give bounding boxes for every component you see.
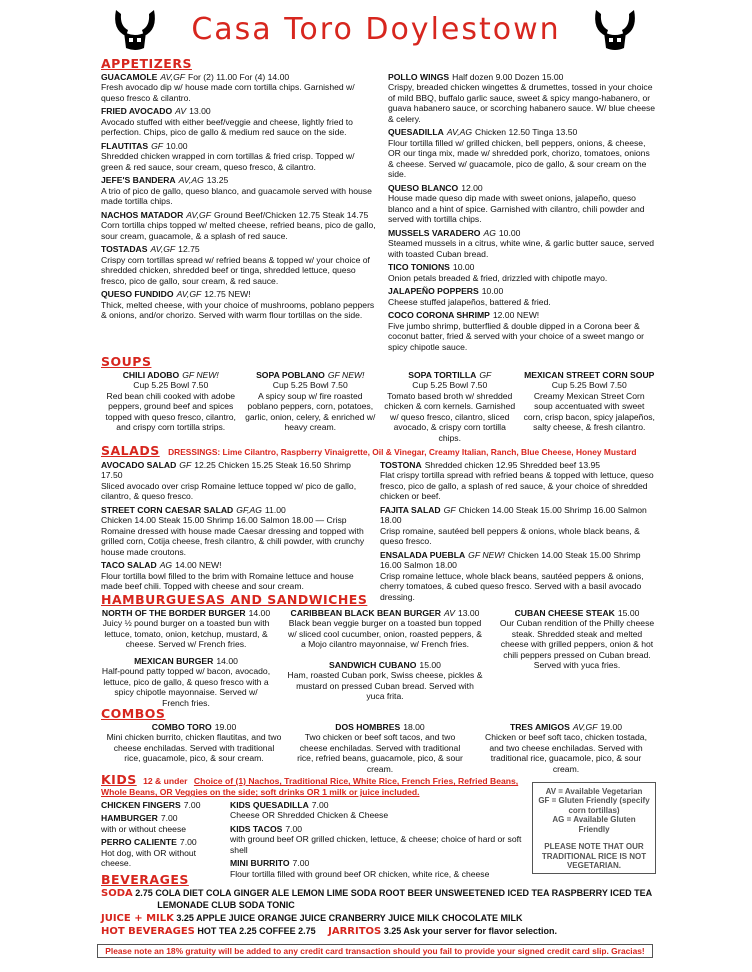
menu-item-header: [287, 660, 483, 670]
menu-item-name: MEXICAN BURGER: [134, 656, 214, 666]
menu-item: [101, 460, 369, 502]
kids-left: [101, 800, 225, 872]
menu-item-name: FLAUTITAS: [101, 140, 149, 151]
menu-item: [497, 608, 657, 671]
menu-item-name: MEXICAN STREET CORN SOUP: [524, 370, 655, 380]
menu-item: [101, 175, 377, 206]
menu-item-name: JALAPEÑO POPPERS: [388, 286, 479, 297]
menu-item-desc: Flour tortilla filled with ground beef OR chicken, white rice, & cheese: [230, 868, 490, 879]
menu-item-tags: GF NEW!: [468, 549, 505, 560]
menu-item-name: JEFE'S BANDERA: [101, 175, 176, 186]
menu-item: [287, 722, 473, 774]
menu-item-tags: AV,GF: [160, 72, 186, 82]
menu-item-desc: Half-pound patty topped w/ bacon, avocado, lettuce, pico de gallo, & queso fresco with a spicy chipotle mayonnaise. Served w/ French fries.: [101, 666, 271, 708]
menu-item-header: [388, 286, 656, 296]
menu-item-price: 7.00: [285, 823, 303, 834]
menu-item-price: Chicken 14.00 Steak 15.00 Shrimp 16.00 Salmon 18.00: [380, 504, 647, 526]
menu-item-name: CHILI ADOBO: [122, 370, 180, 380]
menu-item-desc: Juicy ½ pound burger on a toasted bun with lettuce, tomato, onion, ketchup, mustard, & cheese. Served w/ French fries.: [102, 618, 270, 650]
menu-item-header: [477, 722, 655, 732]
menu-item-desc: Crispy corn tortillas spread w/ refried beans & topped w/ your choice of shredded chicken, shredded beef or tinga, shredded lettuce, queso fresco, pico de gallo, sour cream, & red sauce.: [101, 254, 370, 286]
menu-item-header: [101, 72, 377, 82]
menu-item-tags: AV,GF: [572, 722, 598, 732]
menu-item-name: COCO CORONA SHRIMP: [388, 310, 490, 321]
menu-item-price: 7.00: [160, 813, 178, 824]
menu-item-header: [380, 550, 660, 571]
menu-item: [101, 656, 271, 708]
menu-item-tags: GF: [443, 504, 456, 515]
menu-item-price: 19.00: [214, 722, 237, 732]
menu-item: [101, 722, 287, 774]
menu-item: [101, 72, 377, 103]
menu-item-name: SOPA TORTILLA: [408, 370, 477, 380]
menu-item-header: [101, 800, 225, 810]
menu-item-header: [388, 262, 656, 272]
menu-item-price: Cup 5.25 Bowl 7.50: [551, 380, 627, 391]
menu-item-desc: Our Cuban rendition of the Philly cheese steak. Shredded steak and melted cheese with grilled peppers, onion & hot chili peppers pressed on Cuban bread. Served with yuca fries.: [499, 618, 655, 671]
menu-item-name: KIDS QUESADILLA: [230, 800, 309, 810]
menu-item-header: [101, 210, 377, 220]
menu-item-desc: Mini chicken burrito, chicken flautitas, and two cheese enchiladas. Served with traditional rice, guacamole, pico, & sour cream.: [106, 732, 282, 764]
kids-header: KIDS 12 & under Choice of (1) Nachos, Traditional Rice, White Rice, French Fries, Refried Beans, Whole Beans, OR Veggies on the side; soft drinks OR 1 milk or juice included.: [101, 772, 519, 798]
menu-item-desc: Flour tortilla filled w/ grilled chicken, bell peppers, onions, & cheese, OR our tinga mix, made w/ shredded pork, chorizo, tomatoes, onions & cheese. Served w/ guacamole, pico de gallo, & sour cream on the side.: [388, 137, 650, 180]
menu-item-price: Chicken 12.50 Tinga 13.50: [475, 127, 578, 138]
combos-row: [101, 722, 659, 777]
menu-item-price: 13.00: [189, 106, 211, 117]
menu-item-price: 14.00: [216, 656, 238, 666]
menu-item-price: 13.25: [206, 175, 229, 186]
dietary-legend: AV = Available Vegetarian GF = Gluten Friendly (specify corn tortillas) AG = Available Gluten Friendly PLEASE NOTE THAT OUR TRADITIONAL RICE IS NOT VEGETARIAN.: [532, 782, 656, 874]
menu-item: [287, 608, 483, 650]
menu-item-header: [384, 370, 516, 380]
menu-item-name: SANDWICH CUBANO: [329, 660, 417, 670]
menu-item-name: STREET CORN CAESAR SALAD: [101, 504, 234, 515]
menu-item-header: [380, 505, 660, 526]
menu-item-desc: Corn tortilla chips topped w/ melted cheese, refried beans, pico de gallo, sour cream, guacamole, & a splash of red sauce.: [101, 220, 376, 241]
menu-item-name: KIDS TACOS: [230, 823, 283, 834]
menu-item: [388, 286, 656, 307]
menu-item: [380, 460, 660, 502]
menu-item-name: GUACAMOLE: [101, 72, 158, 82]
menu-item-tags: AG: [483, 227, 496, 238]
menu-item-desc: Creamy Mexican Street Corn soup accentuated with sweet corn, crisp bacon, spicy jalapeños, salty cheese, & fresh cilantro.: [523, 390, 655, 433]
section-appetizers: APPETIZERS: [101, 56, 192, 71]
menu-item-header: [101, 505, 369, 515]
menu-item-name: CARIBBEAN BLACK BEAN BURGER: [290, 608, 441, 618]
menu-item-name: FRIED AVOCADO: [101, 106, 173, 117]
menu-item-price: 12.00 NEW!: [492, 310, 540, 321]
menu-item-tags: AV,GF: [150, 244, 176, 255]
menu-item-header: [101, 608, 271, 618]
menu-item-header: [101, 175, 377, 185]
menu-item-desc: Avocado stuffed with either beef/veggie and cheese, lightly fried to perfection. Chips, pico de gallo & medium red sauce on the side.: [101, 116, 353, 138]
menu-item-name: TOSTADAS: [101, 244, 148, 255]
menu-item-header: [230, 824, 522, 834]
menu-item-price: 10.00: [166, 140, 188, 151]
menu-item-tags: AV: [175, 106, 187, 117]
menu-item-name: FAJITA SALAD: [380, 504, 441, 515]
menu-item-price: Ground Beef/Chicken 12.75 Steak 14.75: [213, 209, 369, 220]
menu-item-price: 12.25 Chicken 15.25 Steak 16.50 Shrimp 17.50: [101, 460, 351, 481]
menu-item-desc: Tomato based broth w/ shredded chicken & corn kernels. Garnished w/ queso fresco, cilantro, sliced avocado, & crispy corn tortilla chips.: [384, 390, 516, 443]
menu-item-desc: Flat crispy tortilla spread with refried beans & topped with lettuce, queso fresco, pico de gallo, a splash of red sauce, & your choice of shredded chicken or beef.: [380, 470, 654, 502]
menu-item: [473, 722, 659, 774]
menu-item-desc: Steamed mussels in a citrus, white wine, & garlic butter sauce, served with toasted Cuban bread.: [388, 238, 655, 259]
menu-item-price: 14.00 NEW!: [175, 560, 222, 571]
menu-item: [388, 228, 656, 259]
menu-item-header: [101, 813, 225, 823]
soda-line-2: LEMONADE CLUB SODA TONIC: [157, 900, 295, 910]
menu-item-name: AVOCADO SALAD: [101, 460, 177, 470]
menu-item: [101, 141, 377, 172]
menu-item-name: ENSALADA PUEBLA: [380, 549, 466, 560]
menu-item-price: 10.00: [481, 286, 504, 297]
menu-item-price: 10.00: [452, 262, 475, 273]
menu-item-header: [101, 106, 377, 116]
menu-item-price: For (2) 11.00 For (4) 14.00: [188, 72, 290, 82]
menu-item-name: CUBAN CHEESE STEAK: [514, 608, 615, 618]
menu-item-name: DOS HOMBRES: [335, 722, 401, 732]
menu-item-price: 7.00: [179, 837, 197, 848]
menu-item: [230, 858, 522, 879]
hot-line: HOT BEVERAGES HOT TEA 2.25 COFFEE 2.75 JARRITOS 3.25 Ask your server for flavor selection.: [101, 926, 557, 937]
menu-item: [101, 800, 225, 810]
menu-item-name: TRES AMIGOS: [509, 722, 570, 732]
menu-item-price: 13.00: [457, 608, 480, 618]
salads-right: [380, 460, 660, 605]
menu-item: [101, 505, 369, 557]
menu-item-name: SOPA POBLANO: [256, 370, 325, 380]
menu-item-desc: Chicken or beef soft taco, chicken tostada, and two cheese enchiladas. Served with traditional rice, guacamole, pico, & sour cream.: [485, 732, 647, 774]
menu-item: [380, 550, 660, 602]
menu-item: [101, 106, 377, 137]
menu-item-tags: GF: [151, 140, 164, 151]
menu-item-name: TICO TONIONS: [388, 262, 450, 273]
menu-item-desc: Thick, melted cheese, with your choice of mushrooms, poblano peppers & onions, and/or chorizo. Served with warm flour tortillas on the side.: [101, 299, 375, 321]
menu-item-price: Chicken 14.00 Steak 15.00 Shrimp 16.00 Salmon 18.00: [380, 549, 641, 571]
menu-item-price: Cup 5.25 Bowl 7.50: [272, 380, 348, 391]
soups-row: [101, 370, 659, 446]
menu-item-price: 14.00: [248, 608, 271, 618]
menu-item-name: QUESO BLANCO: [388, 182, 459, 193]
menu-item-header: [105, 722, 283, 732]
dressings-note: DRESSINGS: Lime Cilantro, Raspberry Vinaigrette, Oil & Vinegar, Creamy Italian, Ranch, Blue Cheese, Honey Mustard: [168, 447, 637, 457]
menu-item-price: 18.00: [403, 722, 425, 732]
menu-item-name: TACO SALAD: [101, 560, 157, 571]
menu-item: [380, 505, 660, 547]
menu-item-desc: Chicken 14.00 Steak 15.00 Shrimp 16.00 Salmon 18.00 — Crisp Romaine dressed with house made Caesar dressing and topped with grilled corn, Cotija cheese, fresh cilantro, & chili powder, with crunchy house made croutons.: [101, 515, 365, 557]
menu-item-header: [101, 289, 377, 299]
menu-item-desc: with or without cheese: [101, 823, 187, 834]
section-beverages: BEVERAGES: [101, 872, 189, 887]
gratuity-notice: Please note an 18% gratuity will be added to any credit card transaction should you fail to provide your signed credit card slip. Gracias!: [97, 944, 653, 958]
menu-item: [287, 660, 483, 702]
menu-item-price: 15.00: [419, 660, 441, 670]
menu-item-tags: AV,AG: [178, 175, 204, 186]
menu-item-name: PERRO CALIENTE: [101, 837, 177, 848]
menu-item-desc: A trio of pico de gallo, queso blanco, and guacamole served with house made tortilla chips.: [101, 185, 372, 207]
menu-item-header: [524, 370, 656, 380]
menu-item-desc: Two chicken or beef soft tacos, and two cheese enchiladas. Served with traditional rice, refried beans, guacamole, pico, & sour cream.: [297, 732, 463, 774]
appetizers-left: [101, 72, 377, 324]
menu-item-name: COMBO TORO: [151, 722, 212, 732]
menu-item: [380, 370, 520, 443]
menu-item-header: [101, 656, 271, 666]
menu-item-desc: Cheese OR Shredded Chicken & Cheese: [230, 810, 389, 821]
menu-item-header: [287, 608, 483, 618]
menu-item-header: [101, 244, 377, 254]
menu-item-desc: Ham, roasted Cuban pork, Swiss cheese, pickles & mustard on pressed Cuban bread. Served with yuca frita.: [287, 670, 483, 702]
menu-item-header: [101, 460, 369, 481]
menu-item-tags: GF NEW!: [182, 370, 219, 380]
menu-item-header: [388, 72, 656, 82]
menu-item-desc: Onion petals breaded & fried, drizzled with chipotle mayo.: [388, 272, 608, 283]
menu-item: [388, 183, 656, 225]
menu-item-desc: with ground beef OR grilled chicken, lettuce, & cheese; choice of hard or soft shell: [230, 834, 522, 855]
menu-item-tags: AV,GF: [186, 209, 211, 220]
menu-item-header: [101, 141, 377, 151]
menu-item: [388, 310, 656, 352]
menu-item-header: [388, 127, 656, 137]
menu-item: [230, 824, 522, 855]
menu-item-name: MINI BURRITO: [230, 858, 290, 869]
menu-item-desc: Cheese stuffed jalapeños, battered & fried.: [388, 296, 551, 307]
menu-item-header: [101, 560, 369, 570]
menu-item-desc: Sliced avocado over crisp Romaine lettuce topped w/ pico de gallo, cilantro, & queso fresco.: [101, 480, 357, 502]
menu-item-name: QUESADILLA: [388, 127, 444, 138]
menu-item-name: HAMBURGER: [101, 813, 158, 824]
menu-item-header: [230, 800, 522, 810]
kids-right: [230, 800, 522, 882]
menu-item-price: 7.00: [311, 800, 329, 810]
menu-item-name: POLLO WINGS: [388, 72, 450, 82]
menu-item: [101, 370, 241, 443]
menu-item: [101, 813, 225, 834]
menu-item-header: [291, 722, 469, 732]
menu-item-desc: Black bean veggie burger on a toasted bun topped w/ sliced cool cucumber, onion, roasted peppers, & a Mojo cilantro mayonnaise, w/ French fries.: [288, 618, 482, 650]
menu-item-desc: Red bean chili cooked with adobe peppers, ground beef and spices topped with queso fresco, cilantro, and crispy corn tortilla strips.: [105, 390, 236, 433]
menu-item-desc: A spicy soup w/ fire roasted poblano peppers, corn, potatoes, garlic, onion, celery, & enriched w/ heavy cream.: [245, 390, 376, 433]
menu-item-price: Half dozen 9.00 Dozen 15.00: [452, 72, 564, 82]
menu-item-header: [245, 370, 377, 380]
menu-item: [230, 800, 522, 821]
menu-item-tags: AV,AG: [446, 127, 473, 138]
menu-item: [388, 127, 656, 179]
menu-item-desc: Five jumbo shrimp, butterflied & double dipped in a Corona beer & coconut batter, fried & served with your choice of a sweet mango or spicy chipotle sauce.: [388, 320, 645, 352]
section-soups: SOUPS: [101, 354, 152, 369]
menu-item-tags: GF: [479, 370, 492, 380]
menu-item: [101, 608, 271, 650]
menu-item: [101, 837, 225, 868]
menu-item-tags: GF,AG: [236, 504, 262, 515]
menu-item: [101, 289, 377, 320]
menu-item-price: 12.75: [178, 244, 200, 255]
menu-item-tags: GF NEW!: [327, 370, 365, 380]
menu-item-tags: GF: [179, 460, 192, 470]
menu-item-desc: House made queso dip made with sweet onions, jalapeño, queso blanco and a hint of spice. Garnished with cilantro, chili powder and served with tortilla chips.: [388, 193, 645, 225]
menu-item-desc: Crisp romaine, sautéed bell peppers & onions, whole black beans, & queso fresco.: [380, 525, 640, 547]
menu-item-price: Shredded chicken 12.95 Shredded beef 13.95: [424, 460, 601, 470]
juice-line: JUICE + MILK 3.25 APPLE JUICE ORANGE JUICE CRANBERRY JUICE MILK CHOCOLATE MILK: [101, 913, 523, 924]
menu-item-name: MUSSELS VARADERO: [388, 227, 481, 238]
menu-item: [101, 560, 369, 591]
menu-item-desc: Fresh avocado dip w/ house made corn tortilla chips. Garnished w/ queso fresco & cilantro.: [101, 82, 355, 103]
menu-item-name: NACHOS MATADOR: [101, 209, 184, 220]
menu-item-desc: Crisp romaine lettuce, whole black beans, sautéed peppers & onions, cherry tomatoes, & cubed queso fresco. Served with a basil avocado dressing.: [380, 570, 644, 602]
salads-left: [101, 460, 369, 595]
menu-item-header: [105, 370, 237, 380]
menu-item: [388, 72, 656, 124]
menu-item-price: 11.00: [264, 504, 286, 515]
menu-item-price: Cup 5.25 Bowl 7.50: [133, 380, 209, 391]
menu-item-tags: AV: [443, 608, 455, 618]
menu-item-price: 7.00: [183, 800, 201, 810]
menu-item: [520, 370, 660, 443]
menu-item-header: [497, 608, 657, 618]
menu-item-tags: AV,GF: [176, 289, 202, 300]
menu-item-price: 7.00: [292, 858, 310, 869]
menu-item-price: 19.00: [600, 722, 623, 732]
menu-item-header: [380, 460, 660, 470]
menu-item-price: 12.00: [461, 182, 483, 193]
appetizers-right: [388, 72, 656, 355]
page-title: Casa Toro Doylestown: [191, 12, 561, 47]
menu-item-tags: AG: [159, 560, 173, 571]
menu-item-header: [388, 183, 656, 193]
menu-item: [101, 244, 377, 286]
menu-item-name: NORTH OF THE BORDER BURGER: [101, 608, 246, 618]
menu-item: [101, 210, 377, 241]
menu-item: [388, 262, 656, 283]
menu-item-desc: Shredded chicken wrapped in corn tortillas & fried crisp. Topped w/ green & red sauce, sour cream, queso fresco, & cilantro.: [101, 151, 355, 172]
menu-item-header: [388, 228, 656, 238]
menu-item: [241, 370, 381, 443]
soda-line: SODA 2.75 COLA DIET COLA GINGER ALE LEMON LIME SODA ROOT BEER UNSWEETENED ICED TEA RASPBERRY ICED TEA: [101, 888, 653, 899]
menu-item-price: Cup 5.25 Bowl 7.50: [412, 380, 488, 391]
menu-item-header: [101, 837, 225, 847]
menu-item-name: TOSTONA: [380, 460, 422, 470]
menu-item-name: CHICKEN FINGERS: [101, 800, 181, 810]
menu-item-desc: Flour tortilla bowl filled to the brim with Romaine lettuce and house made beef chili. Topped with cheese and sour cream.: [101, 570, 354, 592]
menu-item-header: [230, 858, 522, 868]
menu-item-price: 15.00: [617, 608, 640, 618]
menu-item-desc: Crispy, breaded chicken wingettes & drumettes, tossed in your choice of mild BBQ, buffalo garlic sauce, sweet & spicy mango-habanero, or guava habanero sauce, or scorching habanero sauce. W/ blue cheese & celery.: [388, 82, 656, 124]
menu-item-desc: Hot dog, with OR without cheese.: [101, 847, 197, 869]
section-combos: COMBOS: [101, 706, 166, 721]
menu-item-price: 10.00: [498, 227, 521, 238]
section-burgers: HAMBURGUESAS AND SANDWICHES: [101, 592, 368, 607]
menu-item-header: [388, 310, 656, 320]
salads-header: SALADS DRESSINGS: Lime Cilantro, Raspberry Vinaigrette, Oil & Vinegar, Creamy Italian, Ranch, Blue Cheese, Honey Mustard: [101, 443, 637, 458]
menu-item-price: 12.75 NEW!: [204, 289, 251, 300]
menu-item-name: QUESO FUNDIDO: [101, 289, 174, 300]
